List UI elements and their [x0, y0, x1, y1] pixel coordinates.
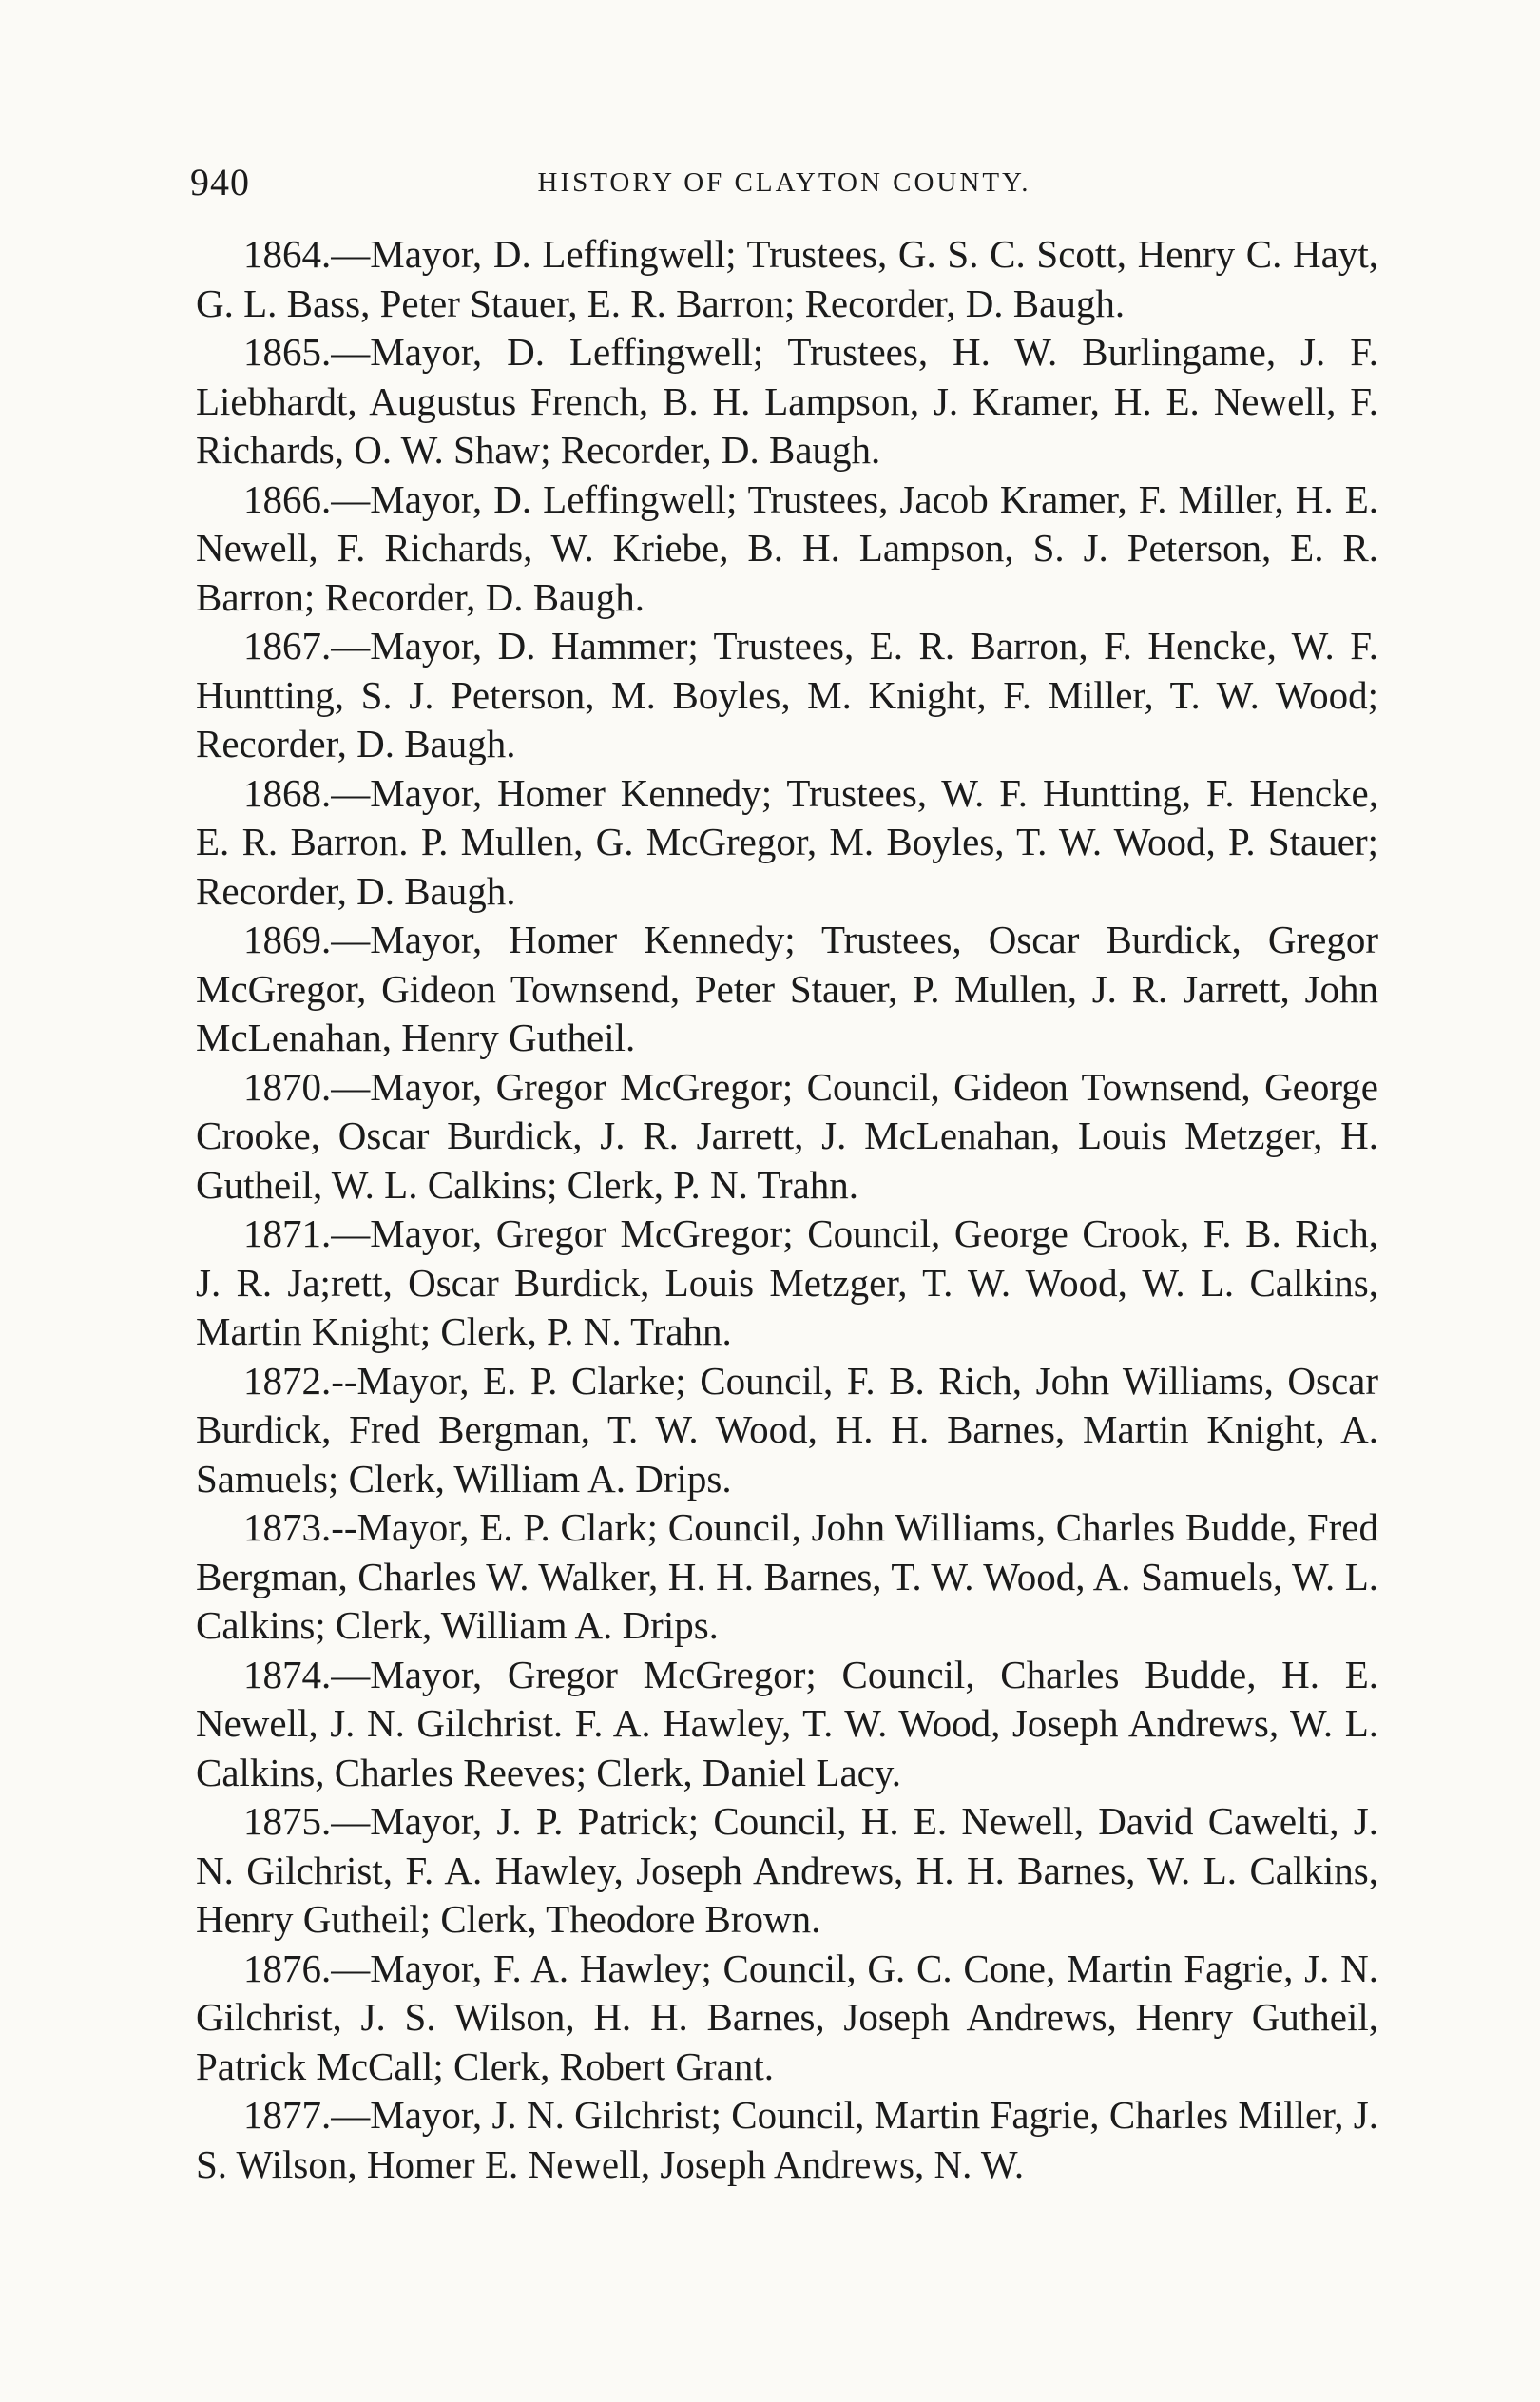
entry-1870 [196, 1063, 1378, 1211]
entry-year: 1867. [243, 624, 332, 668]
entry-1864 [196, 230, 1378, 328]
entry-year: 1870. [243, 1064, 332, 1109]
entry-year: 1869. [243, 918, 332, 961]
entry-1877 [196, 2091, 1378, 2189]
entry-text: —Mayor, Homer Kennedy; Trustees, W. F. Huntting, F. Hencke, E. R. Barron. P. Mullen, G. McGregor, M. Boyles, T. W. Wood, P. Stauer; Recorder, D. Baugh. [196, 770, 1378, 913]
entry-year: 1876. [243, 1946, 332, 1990]
entry-year: 1874. [243, 1652, 332, 1696]
entry-1867 [196, 622, 1378, 769]
entry-text: —Mayor, D. Leffingwell; Trustees, G. S. C. Scott, Henry C. Hayt, G. L. Bass, Peter Stauer, E. R. Barron; Recorder, D. Baugh. [196, 232, 1378, 325]
entry-year: 1872. [243, 1358, 332, 1403]
entry-year: 1864. [243, 232, 332, 276]
entry-text: --Mayor, E. P. Clark; Council, John Williams, Charles Budde, Fred Bergman, Charles W. Walker, H. H. Barnes, T. W. Wood, A. Samuels, W. L. Calkins; Clerk, William A. Drips. [196, 1505, 1378, 1647]
entry-1876 [196, 1945, 1378, 2092]
entry-year: 1865. [243, 330, 332, 374]
entry-text: —Mayor, Gregor McGregor; Council, Gideon Townsend, George Crooke, Oscar Burdick, J. R. Jarrett, J. McLenahan, Louis Metzger, H. Gutheil, W. L. Calkins; Clerk, P. N. Trahn. [196, 1064, 1378, 1207]
page-number: 940 [190, 161, 250, 203]
entry-text: --Mayor, E. P. Clarke; Council, F. B. Rich, John Williams, Oscar Burdick, Fred Bergman, T. W. Wood, H. H. Barnes, Martin Knight, A. Samuels; Clerk, William A. Drips. [196, 1358, 1378, 1501]
entry-1868 [196, 769, 1378, 917]
entry-text: —Mayor, J. P. Patrick; Council, H. E. Newell, David Cawelti, J. N. Gilchrist, F. A. Hawley, Joseph Andrews, H. H. Barnes, W. L. Calkins, Henry Gutheil; Clerk, Theodore Brown. [196, 1799, 1378, 1941]
running-title: HISTORY OF CLAYTON COUNTY. [537, 167, 1031, 198]
entry-text: —Mayor, D. Leffingwell; Trustees, H. W. Burlingame, J. F. Liebhardt, Augustus French, B. H. Lampson, J. Kramer, H. E. Newell, F. Richards, O. W. Shaw; Recorder, D. Baugh. [196, 330, 1378, 472]
entry-text: —Mayor, J. N. Gilchrist; Council, Martin Fagrie, Charles Miller, J. S. Wilson, Homer E. Newell, Joseph Andrews, N. W. [196, 2093, 1378, 2186]
entry-year: 1873. [243, 1505, 332, 1549]
entry-1873 [196, 1503, 1378, 1651]
entry-1866 [196, 475, 1378, 623]
entry-text: —Mayor, D. Leffingwell; Trustees, Jacob Kramer, F. Miller, H. E. Newell, F. Richards, W. Kriebe, B. H. Lampson, S. J. Peterson, E. R. Barron; Recorder, D. Baugh. [196, 476, 1378, 619]
entry-year: 1868. [243, 770, 332, 815]
entry-text: —Mayor, Gregor McGregor; Council, Charles Budde, H. E. Newell, J. N. Gilchrist. F. A. Hawley, T. W. Wood, Joseph Andrews, W. L. Calkins, Charles Reeves; Clerk, Daniel Lacy. [196, 1652, 1378, 1794]
body-text [196, 230, 1378, 2189]
entry-text: —Mayor, Homer Kennedy; Trustees, Oscar Burdick, Gregor McGregor, Gideon Townsend, Peter Stauer, P. Mullen, J. R. Jarrett, John McLenahan, Henry Gutheil. [196, 918, 1378, 1059]
entry-1871 [196, 1210, 1378, 1357]
entry-1872 [196, 1357, 1378, 1504]
entry-year: 1866. [243, 476, 332, 521]
entry-text: —Mayor, D. Hammer; Trustees, E. R. Barron, F. Hencke, W. F. Huntting, S. J. Peterson, M. Boyles, M. Knight, F. Miller, T. W. Wood; Recorder, D. Baugh. [196, 624, 1378, 765]
page-header [190, 160, 1378, 205]
entry-year: 1877. [243, 2093, 332, 2137]
entry-1865 [196, 328, 1378, 475]
entry-text: —Mayor, F. A. Hawley; Council, G. C. Cone, Martin Fagrie, J. N. Gilchrist, J. S. Wilson, H. H. Barnes, Joseph Andrews, Henry Gutheil, Patrick McCall; Clerk, Robert Grant. [196, 1946, 1378, 2088]
entry-1874 [196, 1651, 1378, 1798]
entry-1875 [196, 1797, 1378, 1945]
entry-year: 1875. [243, 1799, 332, 1843]
entry-year: 1871. [243, 1211, 332, 1255]
entry-text: —Mayor, Gregor McGregor; Council, George Crook, F. B. Rich, J. R. Ja;rett, Oscar Burdick, Louis Metzger, T. W. Wood, W. L. Calkins, Martin Knight; Clerk, P. N. Trahn. [196, 1211, 1378, 1353]
entry-1869 [196, 916, 1378, 1063]
